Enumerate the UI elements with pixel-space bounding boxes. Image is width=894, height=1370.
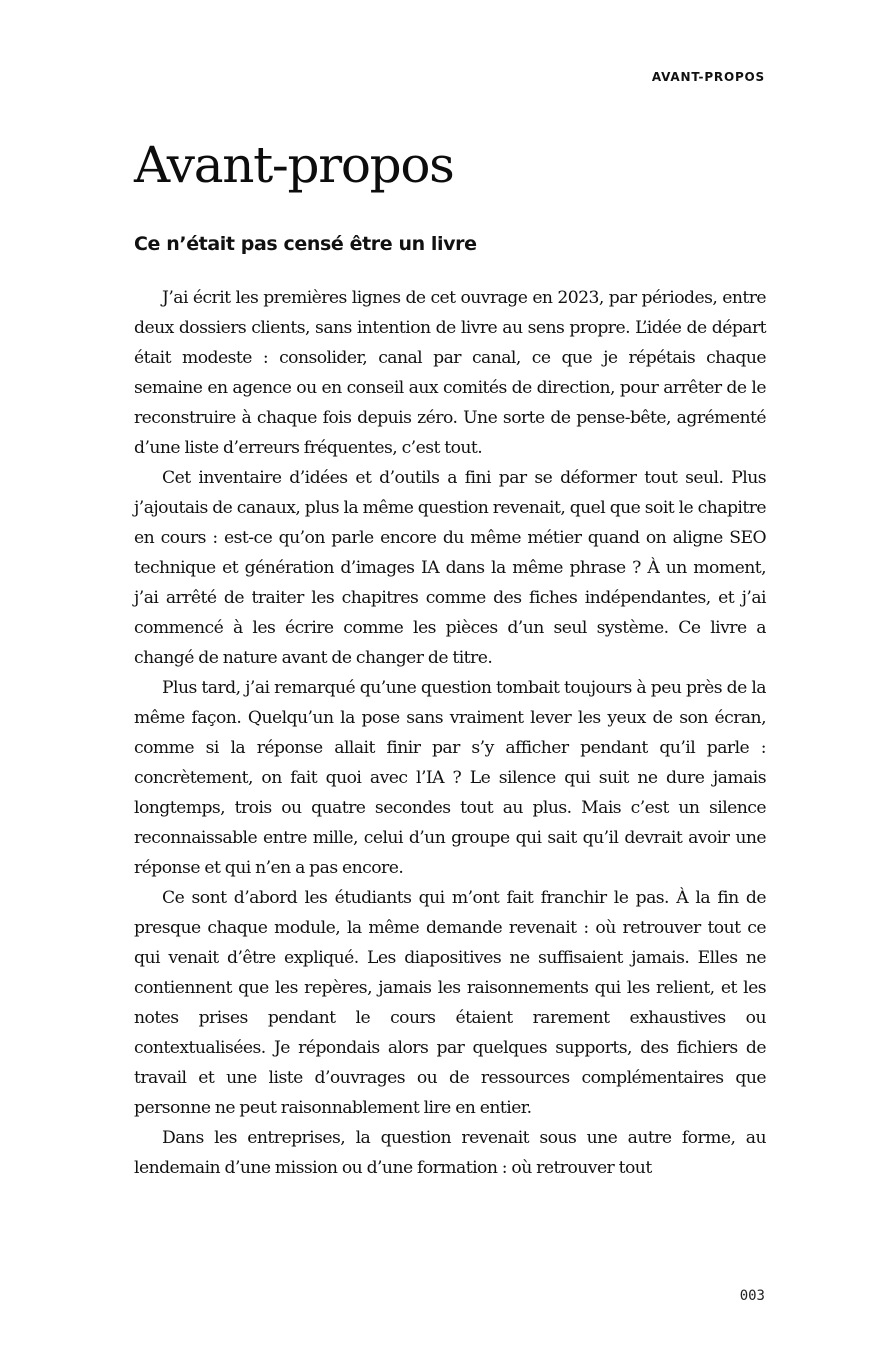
paragraph: J’ai écrit les premières lignes de cet ouvrage en 2023, par périodes, entre deux dossiers clients, sans intention de livre au sens propre. L’idée de départ était modeste : consolider, canal par canal, ce que je répétais chaque semaine en agence ou en conseil aux comités de direction, pour arrêter de le reconstruire à chaque fois depuis zéro. Une sorte de pense-bête, agrémenté d’une liste d’erreurs fréquentes, c’est tout. [134, 288, 766, 458]
running-header: AVANT-PROPOS [651, 70, 765, 84]
paragraph: Ce sont d’abord les étudiants qui m’ont fait franchir le pas. À la fin de presque chaque module, la même demande revenait : où retrouver tout ce qui venait d’être expliqué. Les diapositives ne suffisaient jamais. Elles ne contiennent que les repères, jamais les raisonnements qui les relient, et les notes prises pendant le cours étaient rarement exhaustives ou contextualisées. Je répondais alors par quelques supports, des fichiers de travail et une liste d’ouvrages ou de ressources complémentaires que personne ne peut raisonnablement lire en entier. [134, 888, 766, 1118]
chapter-title: Avant-propos [134, 136, 454, 194]
page-number: 003 [739, 1288, 765, 1304]
paragraph: Cet inventaire d’idées et d’outils a fini par se déformer tout seul. Plus j’ajoutais de canaux, plus la même question revenait, quel que soit le chapitre en cours : est-ce qu’on parle encore du même métier quand on aligne SEO technique et génération d’images IA dans la même phrase ? À un moment, j’ai arrêté de traiter les chapitres comme des fiches indépendantes, et j’ai commencé à les écrire comme les pièces d’un seul système. Ce livre a changé de nature avant de changer de titre. [134, 468, 766, 668]
body-text [134, 283, 766, 1183]
paragraph: Dans les entreprises, la question revenait sous une autre forme, au lendemain d’une mission ou d’une formation : où retrouver tout [134, 1128, 766, 1178]
paragraph: Plus tard, j’ai remarqué qu’une question tombait toujours à peu près de la même façon. Quelqu’un la pose sans vraiment lever les yeux de son écran, comme si la réponse allait finir par s’y afficher pendant qu’il parle : concrètement, on fait quoi avec l’IA ? Le silence qui suit ne dure jamais longtemps, trois ou quatre secondes tout au plus. Mais c’est un silence reconnaissable entre mille, celui d’un groupe qui sait qu’il devrait avoir une réponse et qui n’en a pas encore. [134, 678, 766, 878]
section-heading: Ce n’était pas censé être un livre [134, 233, 477, 255]
